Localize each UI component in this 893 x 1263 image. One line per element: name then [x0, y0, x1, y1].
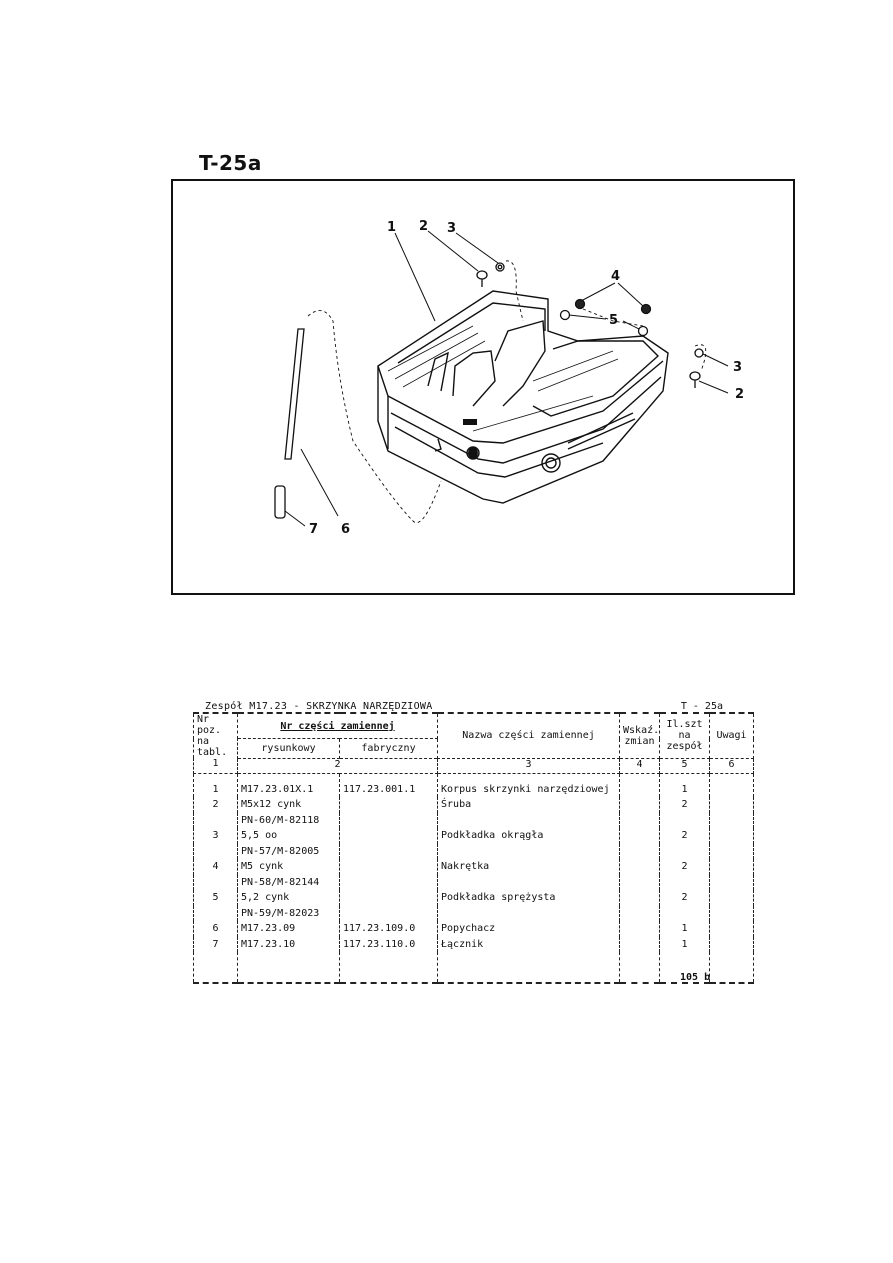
table-row: [194, 875, 754, 891]
cell-notes: [710, 937, 754, 953]
washer-3-right: [695, 349, 703, 357]
cell-change: [620, 844, 660, 860]
cell-pos: 2: [194, 797, 238, 813]
cell-empty: [438, 952, 620, 983]
col-number-3: 3: [438, 758, 620, 773]
cell-pos: 5: [194, 890, 238, 906]
cell-factory: 117.23.001.1: [340, 773, 438, 797]
cell-factory: [340, 844, 438, 860]
cell-name: Łącznik: [438, 937, 620, 953]
spring-washer-5-b: [639, 327, 648, 336]
cell-qty: 2: [660, 797, 710, 813]
cell-drawing: M17.23.09: [238, 921, 340, 937]
callout-3-right: 3: [733, 360, 743, 375]
cell-notes: [710, 844, 754, 860]
cell-empty: [194, 952, 238, 983]
cell-empty: [620, 952, 660, 983]
table-row: [194, 890, 754, 906]
cell-change: [620, 797, 660, 813]
cell-qty: 1: [660, 937, 710, 953]
cell-pos: [194, 875, 238, 891]
col-header-notes: Uwagi: [710, 713, 754, 758]
cell-factory: 117.23.109.0: [340, 921, 438, 937]
cell-pos: [194, 844, 238, 860]
col-header-change: Wskaź. zmian: [620, 713, 660, 758]
cell-change: [620, 859, 660, 875]
cell-name: [438, 906, 620, 922]
cell-pos: [194, 813, 238, 829]
col-header-pos: Nr poz. na tabl.: [194, 713, 238, 758]
cell-change: [620, 906, 660, 922]
cell-change: [620, 875, 660, 891]
callout-3-top: 3: [447, 221, 457, 236]
cell-factory: [340, 797, 438, 813]
cell-change: [620, 921, 660, 937]
cell-drawing: 5,5 oo: [238, 828, 340, 844]
cell-notes: [710, 813, 754, 829]
table-row: [194, 813, 754, 829]
table-filler-row: [194, 952, 754, 983]
cell-change: [620, 937, 660, 953]
page-title: T-25a: [199, 151, 262, 175]
cell-pos: 3: [194, 828, 238, 844]
cell-qty: 2: [660, 828, 710, 844]
cell-qty: 2: [660, 859, 710, 875]
cell-notes: [710, 906, 754, 922]
cell-notes: [710, 875, 754, 891]
cell-drawing: M17.23.01X.1: [238, 773, 340, 797]
col-header-qty: Il.szt na zespół: [660, 713, 710, 758]
sheet-reference: T - 25a: [680, 701, 723, 712]
callout-4: 4: [611, 269, 621, 284]
cell-qty: 2: [660, 890, 710, 906]
cell-drawing: PN-58/M-82144: [238, 875, 340, 891]
cell-drawing: PN-59/M-82023: [238, 906, 340, 922]
cell-factory: [340, 890, 438, 906]
cell-notes: [710, 890, 754, 906]
cell-change: [620, 890, 660, 906]
col-header-part-no: Nr części zamiennej: [238, 713, 438, 739]
col-number-2: 2: [238, 758, 438, 773]
assembly-title: Zespół M17.23 - SKRZYNKA NARZĘDZIOWA: [205, 701, 433, 712]
nut-4-a: [576, 300, 585, 309]
table-row: [194, 828, 754, 844]
spring-washer-5-a: [561, 311, 570, 320]
cell-factory: [340, 875, 438, 891]
table-row: [194, 797, 754, 813]
cell-notes: [710, 797, 754, 813]
callout-2-top: 2: [419, 219, 429, 234]
cell-empty: [710, 952, 754, 983]
cell-drawing: M5x12 cynk: [238, 797, 340, 813]
push-rod-6: [285, 329, 304, 459]
table-row: [194, 773, 754, 797]
col-header-factory: fabryczny: [340, 739, 438, 758]
cell-qty: [660, 906, 710, 922]
callout-7: 7: [309, 522, 319, 537]
cell-name: Podkładka okrągła: [438, 828, 620, 844]
cell-empty: [238, 952, 340, 983]
table-row: [194, 859, 754, 875]
cell-drawing: 5,2 cynk: [238, 890, 340, 906]
cell-name: Nakrętka: [438, 859, 620, 875]
washer-3-top: [496, 263, 504, 271]
screw-2-top: [477, 271, 487, 279]
cell-notes: [710, 859, 754, 875]
table-row: [194, 937, 754, 953]
exploded-view-figure: [171, 179, 795, 595]
cell-name: [438, 844, 620, 860]
cell-name: Podkładka sprężysta: [438, 890, 620, 906]
cell-qty: 1: [660, 921, 710, 937]
latch: [463, 419, 477, 425]
toolbox-exploded-drawing: [173, 181, 793, 593]
cell-change: [620, 828, 660, 844]
cell-pos: 7: [194, 937, 238, 953]
connector-7: [275, 486, 285, 518]
cell-qty: [660, 844, 710, 860]
cell-name: [438, 875, 620, 891]
cell-pos: [194, 906, 238, 922]
page-number: 105 b: [680, 972, 711, 983]
parts-table: [193, 712, 754, 984]
cell-drawing: PN-60/M-82118: [238, 813, 340, 829]
table-row: [194, 844, 754, 860]
col-number-1: 1: [194, 758, 238, 773]
cell-factory: [340, 859, 438, 875]
col-number-5: 5: [660, 758, 710, 773]
cell-notes: [710, 921, 754, 937]
cell-notes: [710, 773, 754, 797]
cell-name: [438, 813, 620, 829]
screw-2-right: [690, 372, 700, 380]
cell-factory: 117.23.110.0: [340, 937, 438, 953]
table-row: [194, 906, 754, 922]
col-number-6: 6: [710, 758, 754, 773]
cell-name: Śruba: [438, 797, 620, 813]
callout-5: 5: [609, 313, 619, 328]
callout-1: 1: [387, 220, 397, 235]
cell-notes: [710, 828, 754, 844]
cell-drawing: M5 cynk: [238, 859, 340, 875]
cell-pos: 4: [194, 859, 238, 875]
cell-factory: [340, 828, 438, 844]
table-row: [194, 921, 754, 937]
col-header-name: Nazwa części zamiennej: [438, 713, 620, 758]
cell-change: [620, 813, 660, 829]
cell-pos: 6: [194, 921, 238, 937]
cell-name: Popychacz: [438, 921, 620, 937]
cell-qty: 1: [660, 773, 710, 797]
col-header-drawing: rysunkowy: [238, 739, 340, 758]
cell-factory: [340, 906, 438, 922]
callout-2-right: 2: [735, 387, 745, 402]
cell-pos: 1: [194, 773, 238, 797]
cell-drawing: M17.23.10: [238, 937, 340, 953]
cell-name: Korpus skrzynki narzędziowej: [438, 773, 620, 797]
cell-change: [620, 773, 660, 797]
cell-empty: [340, 952, 438, 983]
callout-6: 6: [341, 522, 351, 537]
cell-qty: [660, 813, 710, 829]
cell-qty: [660, 875, 710, 891]
cell-factory: [340, 813, 438, 829]
cell-drawing: PN-57/M-82005: [238, 844, 340, 860]
col-number-4: 4: [620, 758, 660, 773]
